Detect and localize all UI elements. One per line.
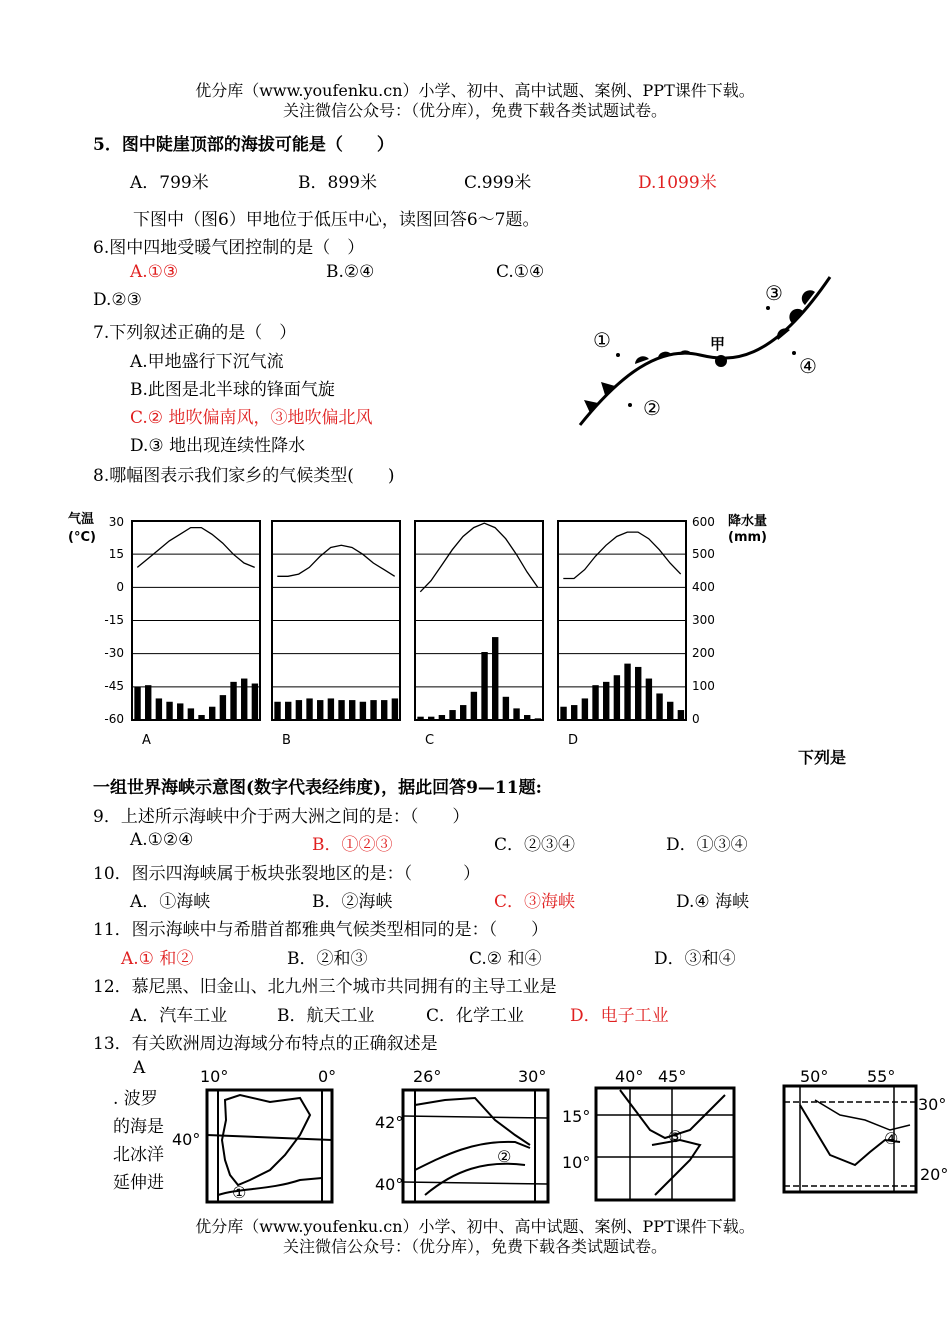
strait-3-top-left: 40°: [615, 1067, 644, 1086]
q12-stem: 12．慕尼黑、旧金山、北九州三个城市共同拥有的主导工业是: [93, 977, 557, 997]
q8-stem: 8.哪幅图表示我们家乡的气候类型( ): [93, 466, 395, 486]
q11-option-c: C.② 和④: [469, 949, 542, 969]
strait-1-top-right: 0°: [318, 1067, 337, 1086]
precip-bar: [145, 685, 151, 720]
strait-map-3: [560, 1060, 740, 1210]
precip-tick: 500: [692, 547, 715, 561]
q12-option-b: B．航天工业: [277, 1006, 375, 1026]
label-4: ④: [799, 354, 817, 378]
precip-bar: [524, 715, 530, 720]
q10-stem: 10．图示四海峡属于板块张裂地区的是：（ ）: [93, 864, 481, 884]
precip-bar: [285, 702, 291, 720]
front-diagram: [570, 265, 840, 430]
precip-bar: [614, 675, 620, 720]
climate-chart-a: [132, 521, 260, 748]
precip-bar: [582, 698, 588, 720]
q9-option-a: A.①②④: [130, 830, 194, 850]
precip-axis-unit: (mm): [728, 530, 767, 545]
temp-line: [137, 528, 254, 568]
strait-2-side-bottom: 40°: [375, 1175, 404, 1194]
strait-map-2: [375, 1060, 555, 1210]
q12-option-d: D．电子工业: [570, 1006, 669, 1026]
q11-option-b: B．②和③: [287, 949, 368, 969]
front-line: [580, 277, 830, 425]
strait-3-top-right: 45°: [658, 1067, 687, 1086]
temp-tick: 30: [108, 515, 124, 529]
precip-bar: [603, 682, 609, 720]
temp-tick: -30: [104, 646, 124, 660]
chart-label: A: [142, 733, 151, 748]
temp-tick: 15: [108, 547, 124, 561]
chart-label: C: [425, 733, 435, 748]
precip-bar: [328, 698, 334, 720]
strait-3-num: ③: [668, 1127, 683, 1146]
strait-4-num: ④: [884, 1129, 899, 1148]
precip-axis-title: 降水量: [728, 514, 768, 529]
temp-tick-labels: [104, 515, 124, 726]
q5-stem: 5．图中陡崖顶部的海拔可能是（ ）: [93, 135, 394, 155]
q12-option-c: C．化学工业: [426, 1006, 525, 1026]
precip-bar: [349, 700, 355, 720]
precip-bar: [503, 697, 509, 720]
precip-bar: [560, 707, 566, 720]
strait-4-side-bottom: 20°: [920, 1165, 949, 1184]
q10-option-c: C．③海峡: [494, 892, 576, 912]
q5-option-c: C.999米: [464, 173, 532, 193]
strait-map-4: [770, 1060, 950, 1210]
precip-bar: [156, 698, 162, 720]
q13-option-a-line: . 波罗: [113, 1089, 158, 1109]
precip-bar: [188, 708, 194, 720]
strait-2-side-top: 42°: [375, 1113, 404, 1132]
precip-bar: [381, 700, 387, 720]
q11-option-a: A.① 和②: [121, 949, 194, 969]
q13-option-a-line: 的海是: [113, 1117, 164, 1137]
q13-stem: 13．有关欧洲周边海域分布特点的正确叙述是: [93, 1034, 438, 1054]
precip-tick: 200: [692, 646, 715, 660]
q13-option-a-line: 北冰洋: [113, 1145, 164, 1165]
q10-option-a: A．①海峡: [130, 892, 211, 912]
precip-tick: 600: [692, 515, 715, 529]
q6-option-b: B.②④: [326, 262, 375, 282]
strait-4-top-right: 55°: [867, 1067, 896, 1086]
chart-label: D: [568, 733, 579, 748]
label-1: ①: [593, 328, 611, 352]
climate-chart-d: [558, 521, 686, 748]
q7-stem: 7.下列叙述正确的是（ ）: [93, 323, 297, 343]
q11-stem: 11．图示海峡中与希腊首都雅典气候类型相同的是：（ ）: [93, 920, 549, 940]
precip-bar: [241, 679, 247, 720]
precip-bar: [646, 679, 652, 720]
q5-option-d: D.1099米: [638, 173, 717, 193]
tail-right: 下列是: [798, 748, 847, 767]
temp-tick: -45: [104, 679, 124, 693]
q5-option-a: A．799米: [130, 173, 209, 193]
temp-tick: -15: [104, 613, 124, 627]
precip-bar: [177, 703, 183, 720]
footer-line-1: 优分库（www.youfenku.cn）小学、初中、高中试题、案例、PPT课件下载。: [195, 1217, 755, 1236]
temp-axis-title: 气温: [68, 512, 95, 527]
precip-bar: [439, 715, 445, 720]
temp-axis-unit: (°C): [68, 530, 96, 545]
header-line-1: 优分库（www.youfenku.cn）小学、初中、高中试题、案例、PPT课件下载。: [195, 81, 755, 100]
precip-bar: [209, 707, 215, 720]
q7-option-c: C.② 地吹偏南风，③地吹偏北风: [130, 408, 373, 428]
precip-bar: [230, 682, 236, 720]
strait-2-num: ②: [497, 1147, 512, 1166]
header-line-2: 关注微信公众号：（优分库），免费下载各类试题试卷。: [282, 101, 667, 120]
precip-bar: [571, 705, 577, 720]
strait-4-side-top: 30°: [918, 1095, 947, 1114]
precip-bar: [338, 700, 344, 720]
precip-bar: [624, 664, 630, 720]
strait-2-top-right: 30°: [518, 1067, 547, 1086]
precip-bar: [592, 685, 598, 720]
precip-bar: [317, 700, 323, 720]
strait-3-side-bottom: 10°: [562, 1153, 591, 1172]
q9-stem: 9．上述所示海峡中介于两大洲之间的是：（ ）: [93, 807, 470, 827]
climate-chart-c: [415, 521, 543, 748]
climate-chart-b: [272, 521, 400, 748]
strait-2-top-left: 26°: [413, 1067, 442, 1086]
center-label: 甲: [710, 335, 726, 353]
q7-option-a: A.甲地盛行下沉气流: [130, 352, 284, 372]
precip-bar: [492, 637, 498, 720]
q7-option-b: B.此图是北半球的锋面气旋: [130, 380, 335, 400]
temp-line: [420, 523, 537, 592]
precip-bar: [481, 652, 487, 720]
precip-bar: [198, 715, 204, 720]
strait-map-1: [170, 1060, 350, 1210]
temp-line: [277, 545, 394, 576]
footer-line-2: 关注微信公众号：（优分库），免费下载各类试题试卷。: [282, 1237, 667, 1256]
q13-option-a-line: 延伸进: [113, 1173, 164, 1193]
label-2: ②: [643, 396, 661, 420]
strait-4-top-left: 50°: [800, 1067, 829, 1086]
strait-1-num: ①: [232, 1183, 247, 1202]
q5-option-b: B．899米: [298, 173, 377, 193]
temp-tick: -60: [104, 712, 124, 726]
precip-tick: 0: [692, 712, 700, 726]
strait-1-side: 40°: [172, 1130, 201, 1149]
q13-option-a-line: A: [133, 1058, 146, 1078]
precip-bar: [296, 700, 302, 720]
intro-9-11: 一组世界海峡示意图(数字代表经纬度)，据此回答9—11题:: [93, 778, 542, 798]
intro-6-7: 下图中（图6）甲地位于低压中心，读图回答6～7题。: [133, 210, 540, 230]
q11-option-d: D．③和④: [654, 949, 736, 969]
q10-option-d: D.④ 海峡: [676, 892, 750, 912]
precip-bar: [392, 698, 398, 720]
q6-option-a: A.①③: [130, 262, 179, 282]
precip-bar: [667, 702, 673, 720]
low-pressure-center: [715, 355, 727, 367]
climate-charts: [60, 505, 768, 750]
precip-bar: [370, 700, 376, 720]
precip-tick: 300: [692, 613, 715, 627]
precip-bar: [678, 710, 684, 720]
q9-option-c: C．②③④: [494, 835, 576, 855]
temp-tick: 0: [116, 580, 124, 594]
precip-bar: [635, 667, 641, 720]
precip-bar: [360, 702, 366, 720]
precip-bar: [535, 718, 541, 720]
q12-option-a: A．汽车工业: [130, 1006, 228, 1026]
precip-bar: [220, 695, 226, 720]
temp-line: [563, 532, 680, 578]
precip-bar: [428, 717, 434, 720]
q6-option-d: D.②③: [93, 290, 142, 310]
strait-1-top-left: 10°: [200, 1067, 229, 1086]
precip-bar: [166, 702, 172, 720]
precip-bar: [656, 693, 662, 720]
q10-option-b: B．②海峡: [312, 892, 393, 912]
precip-bar: [134, 687, 140, 720]
precip-bar: [417, 717, 423, 720]
precip-bar: [274, 702, 280, 720]
q9-option-d: D．①③④: [666, 835, 748, 855]
precip-bar: [513, 708, 519, 720]
precip-tick: 400: [692, 580, 715, 594]
precip-tick: 100: [692, 679, 715, 693]
precip-bar: [471, 692, 477, 720]
strait-3-side-top: 15°: [562, 1107, 591, 1126]
q9-option-b: B．①②③: [312, 835, 393, 855]
chart-label: B: [282, 733, 291, 748]
label-3: ③: [765, 281, 783, 305]
precip-bar: [460, 705, 466, 720]
q6-option-c: C.①④: [496, 262, 545, 282]
q7-option-d: D.③ 地出现连续性降水: [130, 436, 306, 456]
precip-bar: [449, 710, 455, 720]
precip-tick-labels: [692, 515, 715, 726]
precip-bar: [252, 684, 258, 720]
precip-bar: [306, 698, 312, 720]
q6-stem: 6.图中四地受暖气团控制的是（ ）: [93, 238, 365, 258]
cold-front-triangles: [584, 382, 615, 413]
